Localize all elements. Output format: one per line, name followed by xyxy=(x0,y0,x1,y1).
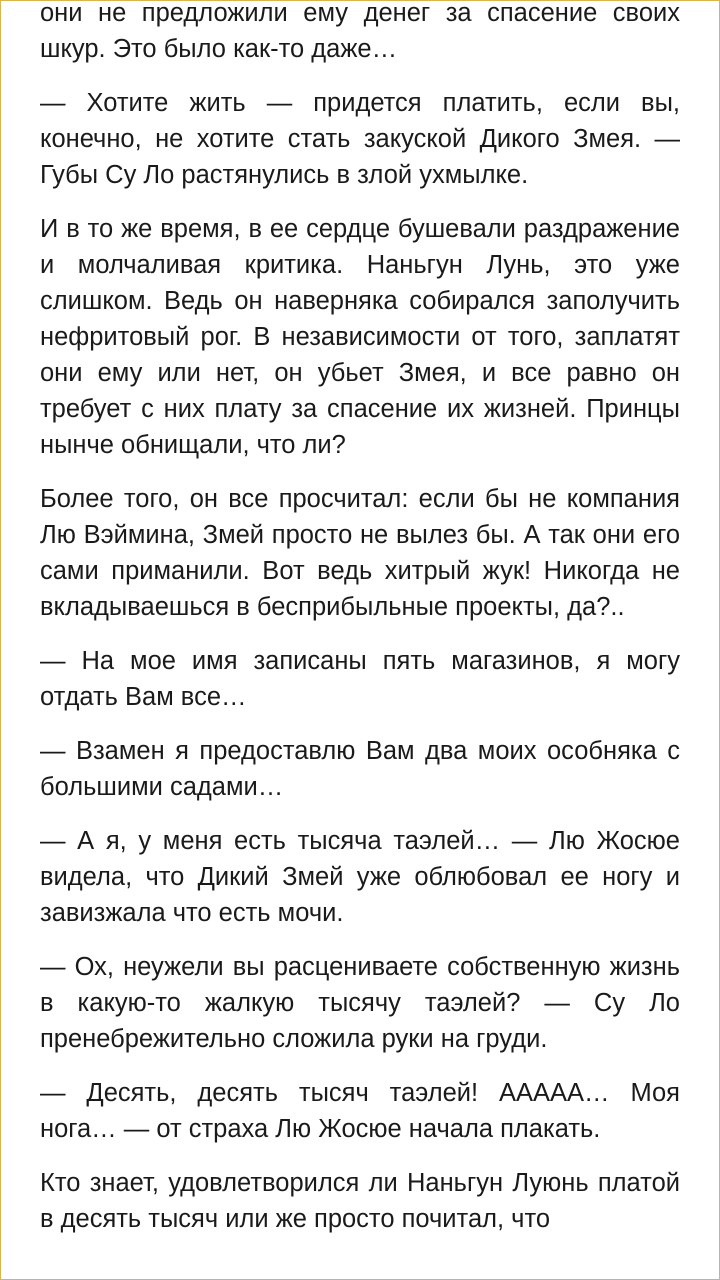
paragraph: — На мое имя записаны пять магазинов, я могу отдать Вам все… xyxy=(40,647,680,711)
paragraph: И в то же время, в ее сердце бушевали раздражение и молчаливая критика. Наньгун Лунь, это уже слишком. Ведь он наверняка собирался заполучить нефритовый рог. В независимости от того, заплатят они ему или нет, он убьет Змея, и все равно он требует с них плату за спасение их жизней. Принцы нынче обнищали, что ли? xyxy=(40,215,680,459)
paragraph: Более того, он все просчитал: если бы не компания Лю Вэймина, Змей просто не вылез бы. А так они его сами приманили. Вот ведь хитрый жук! Никогда не вкладываешься в бесприбыльные проекты, да?.. xyxy=(40,485,680,621)
paragraph: — А я, у меня есть тысяча таэлей… — Лю Жосюе видела, что Дикий Змей уже облюбовал ее ногу и завизжала что есть мочи. xyxy=(40,827,680,927)
paragraph: — Хотите жить — придется платить, если вы, конечно, не хотите стать закуской Дикого Змея. — Губы Су Ло растянулись в злой ухмылке. xyxy=(40,89,680,189)
paragraph: Кто знает, удовлетворился ли Наньгун Луюнь платой в десять тысяч или же просто почитал, что xyxy=(40,1169,680,1233)
paragraph: — Ох, неужели вы расцениваете собственную жизнь в какую-то жалкую тысячу таэлей? — Су Ло пренебрежительно сложила руки на груди. xyxy=(40,953,680,1053)
reader-text xyxy=(40,0,680,1255)
paragraph: — Десять, десять тысяч таэлей! ААААА… Моя нога… — от страха Лю Жосюе начала плакать. xyxy=(40,1079,680,1143)
paragraph: — Взамен я предоставлю Вам два моих особняка с большими садами… xyxy=(40,737,680,801)
paragraph: они не предложили ему денег за спасение своих шкур. Это было как-то даже… xyxy=(40,0,680,63)
